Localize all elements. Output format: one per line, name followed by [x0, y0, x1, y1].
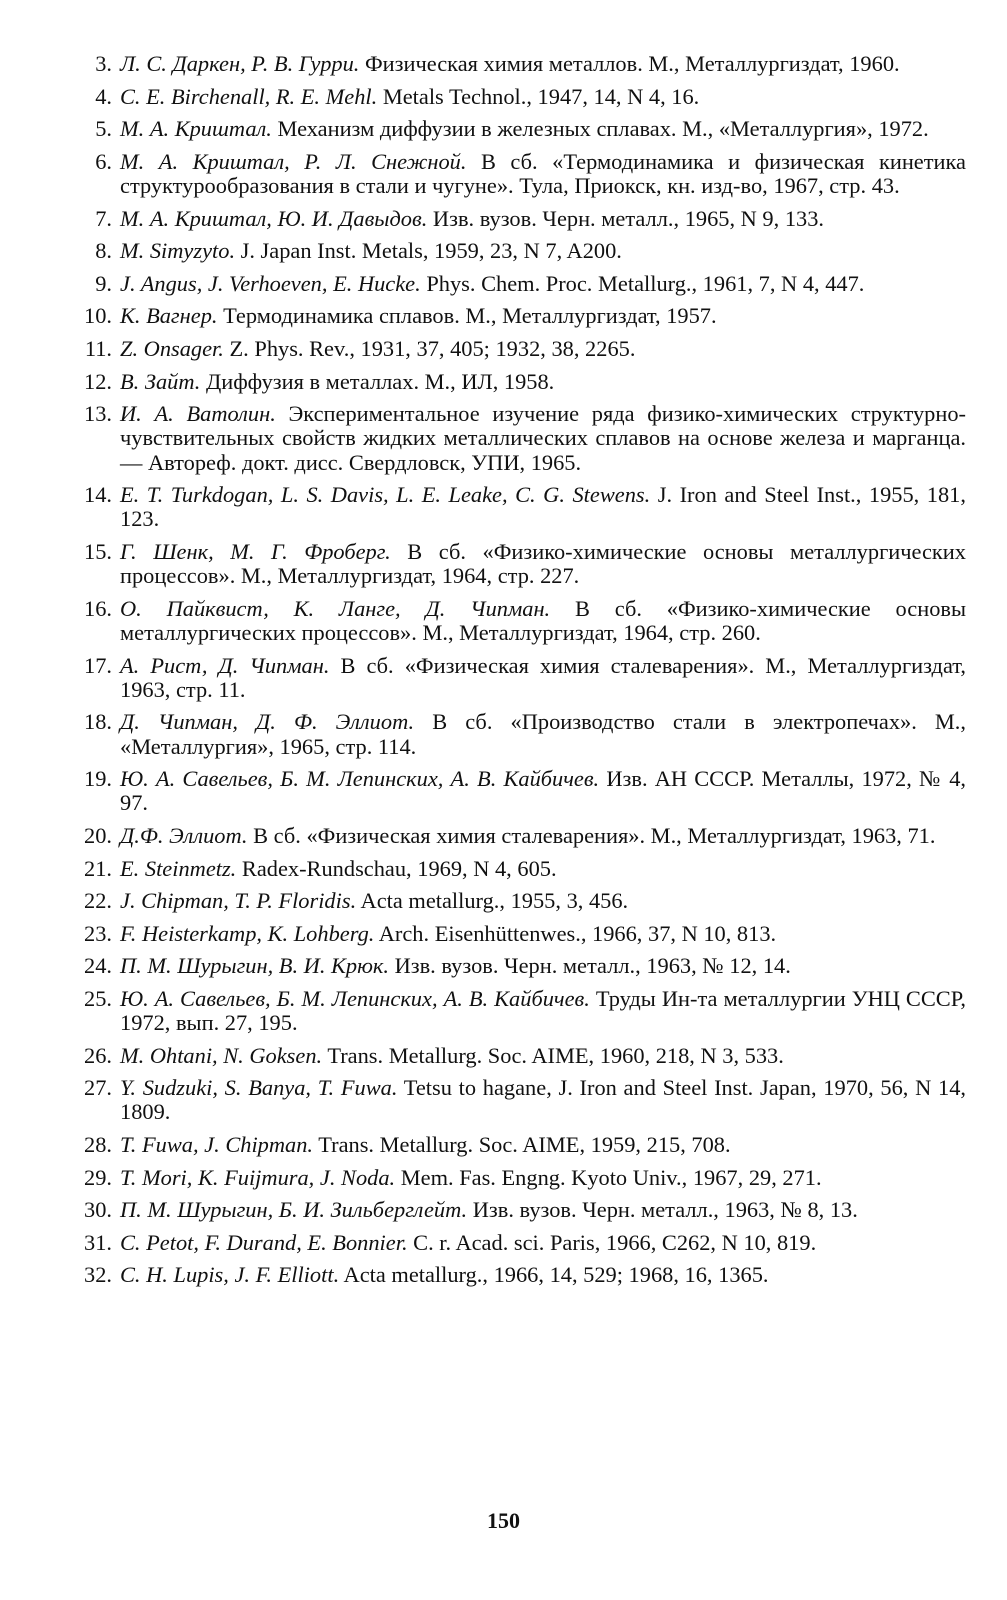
reference-source: В сб. «Физическая химия сталеварения». М., Металлургиздат, 1963, стр. 11.: [120, 652, 966, 702]
reference-source: Trans. Metallurg. Soc. AIME, 1960, 218, N 3, 533.: [322, 1042, 784, 1068]
reference-number: 16.: [84, 595, 112, 621]
reference-authors: Y. Sudzuki, S. Banya, T. Fuwa.: [120, 1075, 398, 1101]
reference-number: 30.: [84, 1197, 112, 1223]
reference-source: J. Iron and Steel Inst., 1955, 181, 123.: [120, 482, 966, 532]
reference-number: 31.: [84, 1229, 112, 1255]
reference-number: 6.: [95, 148, 112, 174]
reference-item: [78, 710, 966, 758]
reference-item: [78, 1198, 966, 1222]
reference-authors: О. Пайквист, К. Ланге, Д. Чипман.: [120, 595, 551, 621]
reference-item: [78, 85, 966, 109]
reference-authors: П. М. Шурыгин, В. И. Крюк.: [120, 953, 389, 979]
reference-item: [78, 1076, 966, 1124]
reference-source: Arch. Eisenhüttenwes., 1966, 37, N 10, 813.: [374, 920, 777, 946]
reference-source: Radex-Rundschau, 1969, N 4, 605.: [236, 855, 557, 881]
reference-authors: Л. С. Даркен, Р. В. Гурри.: [120, 51, 360, 76]
reference-number: 11.: [84, 335, 112, 361]
reference-authors: Д. Чипман, Д. Ф. Эллиот.: [120, 709, 415, 735]
reference-number: 3.: [95, 51, 112, 76]
reference-item: [78, 370, 966, 394]
reference-authors: П. М. Шурыгин, Б. И. Зильберглейт.: [120, 1197, 468, 1223]
reference-source: Z. Phys. Rev., 1931, 37, 405; 1932, 38, 2265.: [223, 335, 636, 361]
reference-item: [78, 1044, 966, 1068]
reference-number: 18.: [84, 709, 112, 735]
reference-source: Acta metallurg., 1966, 14, 529; 1968, 16, 1365.: [339, 1262, 769, 1288]
reference-item: [78, 150, 966, 198]
reference-number: 8.: [95, 238, 112, 264]
reference-item: [78, 922, 966, 946]
reference-authors: E. Steinmetz.: [120, 855, 237, 881]
reference-number: 12.: [84, 368, 112, 394]
reference-authors: T. Fuwa, J. Chipman.: [120, 1132, 314, 1158]
reference-item: [78, 304, 966, 328]
reference-authors: M. Ohtani, N. Goksen.: [120, 1042, 323, 1068]
reference-number: 28.: [84, 1132, 112, 1158]
reference-authors: И. А. Ватолин.: [120, 401, 276, 427]
reference-source: J. Japan Inst. Metals, 1959, 23, N 7, A200.: [235, 238, 622, 264]
reference-item: [78, 654, 966, 702]
reference-number: 23.: [84, 920, 112, 946]
reference-source: Acta metallurg., 1955, 3, 456.: [356, 888, 629, 914]
reference-authors: К. Вагнер.: [120, 303, 218, 329]
reference-item: [78, 239, 966, 263]
reference-number: 19.: [84, 766, 112, 792]
reference-item: [78, 52, 966, 76]
reference-item: [78, 1166, 966, 1190]
reference-number: 7.: [95, 205, 112, 231]
reference-number: 20.: [84, 822, 112, 848]
reference-source: Механизм диффузии в железных сплавах. М., «Металлургия», 1972.: [271, 116, 929, 142]
reference-item: [78, 1263, 966, 1287]
reference-authors: Г. Шенк, М. Г. Фроберг.: [120, 538, 391, 564]
reference-number: 32.: [84, 1262, 112, 1288]
reference-item: [78, 889, 966, 913]
reference-authors: М. А. Криштал.: [120, 116, 272, 142]
reference-source: Tetsu to hagane, J. Iron and Steel Inst. Japan, 1970, 56, N 14, 1809.: [120, 1075, 966, 1125]
reference-item: [78, 1231, 966, 1255]
reference-source: Mem. Fas. Engng. Kyoto Univ., 1967, 29, 271.: [395, 1164, 822, 1190]
reference-authors: C. H. Lupis, J. F. Elliott.: [120, 1262, 340, 1288]
reference-source: C. r. Acad. sci. Paris, 1966, C262, N 10, 819.: [407, 1229, 817, 1255]
reference-number: 4.: [95, 83, 112, 109]
reference-item: [78, 1133, 966, 1157]
reference-source: Диффузия в металлах. М., ИЛ, 1958.: [200, 368, 555, 394]
reference-number: 17.: [84, 652, 112, 678]
reference-number: 27.: [84, 1075, 112, 1101]
reference-authors: E. T. Turkdogan, L. S. Davis, L. E. Leake, C. G. Stewens.: [120, 482, 651, 508]
reference-item: [78, 402, 966, 475]
reference-item: [78, 857, 966, 881]
reference-authors: М. А. Криштал, Р. Л. Снежной.: [120, 148, 467, 174]
reference-number: 21.: [84, 855, 112, 881]
reference-source: В сб. «Термодинамика и физическая кинетика структурообразования в стали и чугуне». Тула, Приокск, кн. изд-во, 1967, стр. 43.: [120, 148, 966, 198]
reference-source: Термодинамика сплавов. М., Металлургиздат, 1957.: [217, 303, 717, 329]
reference-source: Изв. вузов. Черн. металл., 1963, № 12, 14.: [388, 953, 791, 979]
reference-source: Phys. Chem. Proc. Metallurg., 1961, 7, N 4, 447.: [420, 270, 865, 296]
reference-number: 5.: [95, 116, 112, 142]
reference-source: Изв. АН СССР. Металлы, 1972, № 4, 97.: [120, 766, 967, 816]
reference-number: 13.: [84, 401, 112, 427]
reference-item: [78, 117, 966, 141]
reference-authors: M. Simyzyto.: [120, 238, 236, 264]
reference-authors: J. Angus, J. Verhoeven, E. Hucke.: [120, 270, 421, 296]
reference-list: [78, 52, 966, 1296]
reference-number: 25.: [84, 985, 112, 1011]
page-number: 150: [487, 1508, 520, 1533]
reference-item: [78, 597, 966, 645]
reference-item: [78, 207, 966, 231]
reference-source: Физическая химия металлов. М., Металлургиздат, 1960.: [359, 51, 900, 76]
reference-authors: Ю. А. Савельев, Б. М. Лепинских, А. В. Кайбичев.: [120, 766, 600, 792]
reference-authors: Д.Ф. Эллиот.: [120, 822, 248, 848]
reference-source: Trans. Metallurg. Soc. AIME, 1959, 215, 708.: [313, 1132, 731, 1158]
reference-source: Изв. вузов. Черн. металл., 1963, № 8, 13.: [467, 1197, 858, 1223]
reference-authors: J. Chipman, T. P. Floridis.: [120, 888, 357, 914]
reference-number: 26.: [84, 1042, 112, 1068]
reference-source: В сб. «Физическая химия сталеварения». М., Металлургиздат, 1963, 71.: [247, 822, 936, 848]
reference-authors: F. Heisterkamp, K. Lohberg.: [120, 920, 375, 946]
reference-number: 14.: [84, 482, 112, 508]
reference-number: 9.: [95, 270, 112, 296]
reference-source: Metals Technol., 1947, 14, N 4, 16.: [377, 83, 700, 109]
reference-number: 29.: [84, 1164, 112, 1190]
reference-authors: Z. Onsager.: [120, 335, 224, 361]
reference-source: Экспериментальное изучение ряда физико-химических структурно-чувствительных свойств жидких металлических сплавов на основе железа и марганца.— Автореф. докт. дисс. Свердловск, УПИ, 1965.: [120, 401, 966, 475]
reference-item: [78, 272, 966, 296]
reference-authors: T. Mori, K. Fuijmura, J. Noda.: [120, 1164, 396, 1190]
reference-number: 22.: [84, 888, 112, 914]
reference-authors: М. А. Криштал, Ю. И. Давыдов.: [120, 205, 428, 231]
reference-source: В сб. «Производство стали в электропечах». М., «Металлургия», 1965, стр. 114.: [120, 709, 966, 759]
reference-number: 24.: [84, 953, 112, 979]
reference-item: [78, 987, 966, 1035]
reference-number: 15.: [84, 538, 112, 564]
reference-item: [78, 337, 966, 361]
reference-number: 10.: [84, 303, 112, 329]
reference-item: [78, 954, 966, 978]
reference-source: В сб. «Физико-химические основы металлургических процессов». М., Металлургиздат, 1964, стр. 227.: [120, 538, 966, 589]
reference-authors: C. Petot, F. Durand, E. Bonnier.: [120, 1229, 408, 1255]
reference-authors: C. E. Birchenall, R. E. Mehl.: [120, 83, 378, 109]
reference-source: Труды Ин-та металлургии УНЦ СССР, 1972, вып. 27, 195.: [120, 985, 966, 1036]
reference-authors: А. Рист, Д. Чипман.: [120, 652, 330, 678]
reference-source: В сб. «Физико-химические основы металлургических процессов». М., Металлургиздат, 1964, стр. 260.: [120, 595, 967, 645]
reference-authors: В. Зайт.: [120, 368, 201, 394]
reference-authors: Ю. А. Савельев, Б. М. Лепинских, А. В. Кайбичев.: [120, 985, 590, 1011]
reference-item: [78, 824, 966, 848]
reference-item: [78, 540, 966, 588]
reference-source: Изв. вузов. Черн. металл., 1965, N 9, 133.: [427, 205, 825, 231]
reference-item: [78, 767, 966, 815]
reference-item: [78, 483, 966, 531]
